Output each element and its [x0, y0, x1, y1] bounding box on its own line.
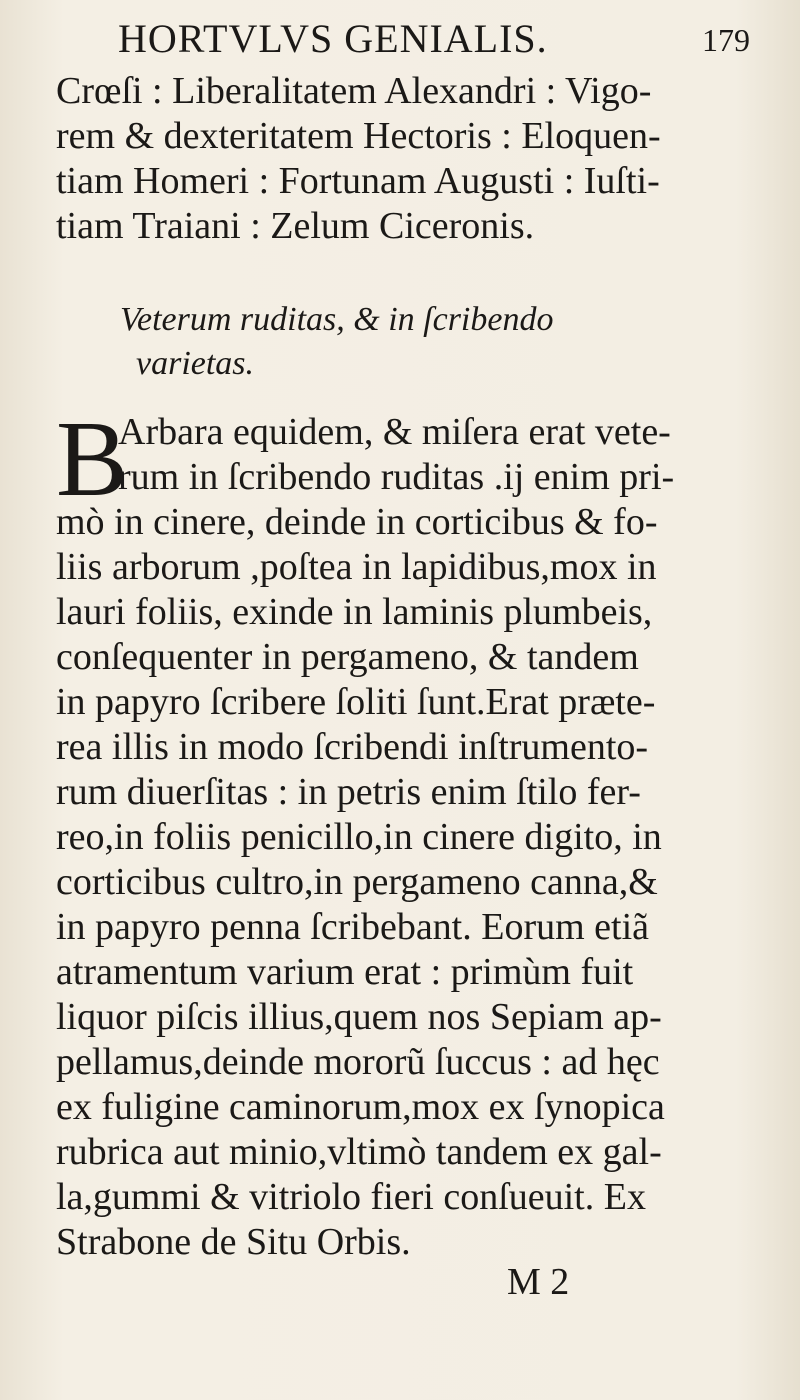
- section-heading-line: Veterum ruditas, & in ſcribendo: [120, 301, 554, 338]
- text-line: liis arborum ,poſtea in lapidibus,mox in: [56, 546, 657, 588]
- running-title: HORTVLVS GENIALIS.: [118, 16, 548, 61]
- drop-cap: B: [56, 400, 129, 519]
- text-line: rea illis in modo ſcribendi inſtrumento-: [56, 726, 649, 768]
- section-heading-line: varietas.: [136, 345, 255, 382]
- text-line: Strabone de Situ Orbis.: [56, 1221, 411, 1263]
- signature-mark: M 2: [507, 1261, 570, 1303]
- text-line: Crœſi : Liberalitatem Alexandri : Vigo-: [56, 70, 652, 112]
- running-head: [118, 14, 758, 64]
- top-paragraph: [56, 69, 756, 249]
- text-line: corticibus cultro,in pergameno canna,&: [56, 861, 658, 903]
- text-line: reo,in foliis penicillo,in cinere digito, in: [56, 816, 662, 858]
- main-paragraph: [56, 400, 756, 1265]
- text-line: in papyro ſcribere ſoliti ſunt.Erat præte-: [56, 681, 656, 723]
- text-line: Arbara equidem, & miſera erat vete-: [118, 411, 671, 453]
- text-line: atramentum varium erat : primùm fuit: [56, 951, 634, 993]
- text-line: conſequenter in pergameno, & tandem: [56, 636, 639, 678]
- text-line: liquor piſcis illius,quem nos Sepiam ap-: [56, 996, 662, 1038]
- text-line: ex fuligine caminorum,mox ex ſynopica: [56, 1086, 665, 1128]
- text-line: rem & dexteritatem Hectoris : Eloquen-: [56, 115, 661, 157]
- text-line: pellamus,deinde mororũ ſuccus : ad hęc: [56, 1041, 660, 1083]
- text-line: la,gummi & vitriolo fieri conſueuit. Ex: [56, 1176, 646, 1218]
- text-line: lauri foliis, exinde in laminis plumbeis,: [56, 591, 653, 633]
- text-line: rubrica aut minio,vltimò tandem ex gal-: [56, 1131, 662, 1173]
- text-line: rum diuerſitas : in petris enim ſtilo fer-: [56, 771, 641, 813]
- text-line: mò in cinere, deinde in corticibus & fo-: [56, 501, 658, 543]
- text-line: in papyro penna ſcribebant. Eorum etiã: [56, 906, 650, 948]
- section-heading: [120, 298, 720, 386]
- page-number: 179: [702, 22, 750, 58]
- text-line: tiam Homeri : Fortunam Augusti : Iuſti-: [56, 160, 660, 202]
- text-line: rum in ſcribendo ruditas .ij enim pri-: [118, 456, 675, 498]
- text-line: tiam Traiani : Zelum Ciceronis.: [56, 205, 535, 247]
